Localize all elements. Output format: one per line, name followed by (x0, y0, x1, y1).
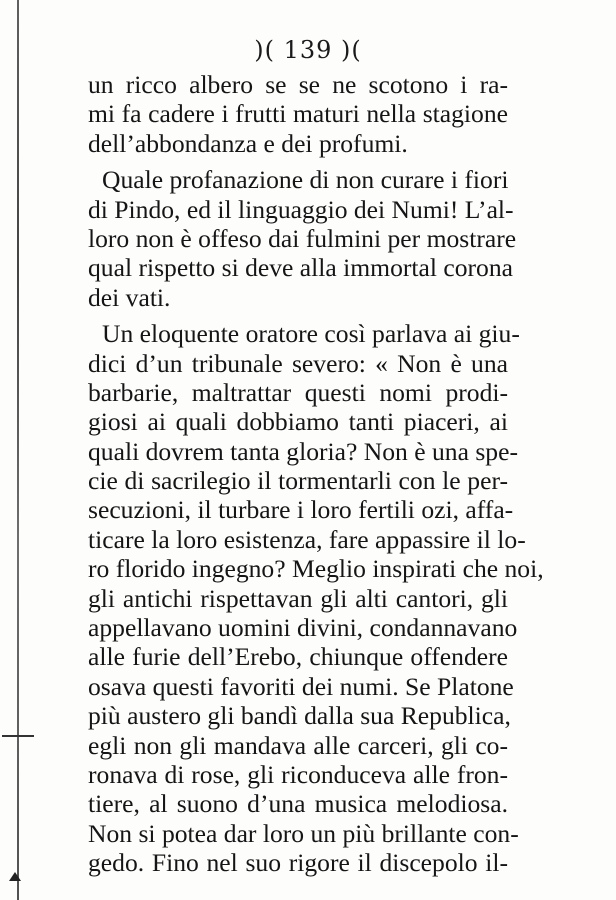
binding-mark (2, 735, 34, 737)
text-line: cie di sacrilegio il tormentarli con le per- (88, 466, 508, 496)
text-line: giosi ai quali dobbiamo tanti piaceri, ai (88, 407, 508, 437)
text-line: più austero gli bandì dalla sua Republica, (88, 701, 511, 731)
text-line: osava questi favoriti dei numi. Se Platone (88, 671, 514, 701)
text-line: gli antichi rispettavan gli alti cantori, gli (88, 583, 508, 613)
text-line: loro non è offeso dai fulmini per mostrare (88, 223, 517, 253)
text-line: Quale profanazione di non curare i fiori (102, 165, 509, 195)
text-line: un ricco albero se se ne scotono i ra- (88, 70, 508, 99)
text-line: dici d’un tribunale severo: « Non è una (88, 348, 508, 378)
text-line: di Pindo, ed il linguaggio dei Numi! L’al- (88, 194, 514, 224)
binding-edge (17, 0, 19, 900)
text-line: secuzioni, il turbare i loro fertili ozi, affa- (88, 495, 514, 525)
page-number: )( 139 )( (254, 36, 362, 64)
text-line: ro florido ingegno? Meglio inspirati che noi, (88, 554, 544, 584)
text-line: ticare la loro esistenza, fare appassire il lo- (88, 524, 526, 554)
text-line: appellavano uomini divini, condannavano (88, 613, 518, 643)
text-line: Un eloquente oratore così parlava ai giu- (102, 319, 520, 349)
text-line: egli non gli mandava alle carceri, gli co- (88, 730, 508, 760)
text-line: barbarie, maltrattar questi nomi prodi- (88, 377, 508, 407)
text-line: gedo. Fino nel suo rigore il discepolo il- (88, 848, 508, 878)
text-line: qual rispetto si deve alla immortal corona (88, 253, 514, 283)
page-corner-mark (9, 872, 21, 881)
body-text (88, 70, 544, 878)
text-line: ronava di rose, gli riconduceva alle fron- (88, 759, 508, 789)
text-line: quali dovrem tanta gloria? Non è una spe- (88, 436, 518, 466)
text-line: mi fa cadere i frutti maturi nella stagione (88, 99, 508, 129)
text-line: dell’abbondanza e dei profumi. (88, 128, 408, 158)
text-line: tiere, al suono d’una musica melodiosa. (88, 789, 508, 819)
text-line: Non si potea dar loro un più brillante con- (88, 818, 519, 848)
text-line: alle furie dell’Erebo, chiunque offendere (88, 642, 508, 672)
text-line: dei vati. (88, 282, 171, 312)
